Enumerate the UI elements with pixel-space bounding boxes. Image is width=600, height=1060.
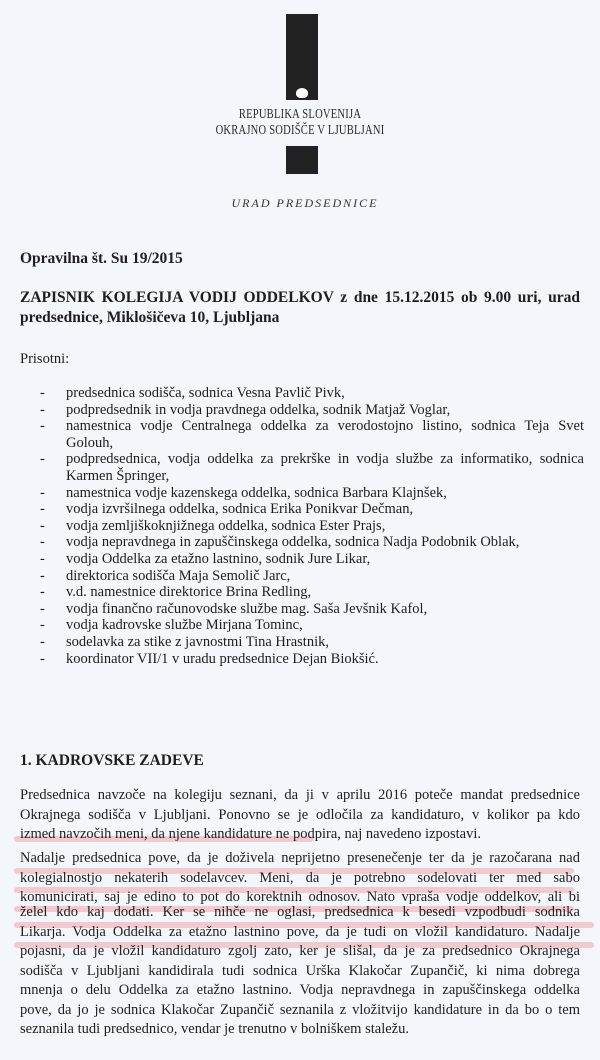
bullet-dash: - [40,550,45,567]
attendee-item [36,385,584,402]
attendee-text: vodja kadrovske službe Mirjana Tominc, [66,617,303,634]
text-line: kolegialnostjo nekaterih sodelavcev. Meni, da je potrebno sodelovati ter med sabo [20,869,580,886]
office-name: URAD PREDSEDNICE [231,196,379,210]
paragraph-mandate [20,786,580,845]
bullet-dash: - [40,385,45,401]
text-line: pojasni, da je vložil kandidaturo zgolj zato, ker je slišal, da je za predsednico Okrajnega [20,943,580,959]
text-line: Okrajnega sodišča v Ljubljani. Ponovno se je odločila za kandidaturo, v kolikor pa kdo [20,806,580,823]
attendee-text: namestnica vodje Centralnega oddelka za verodostojno listino, sodnica Teja Svet Golouh, [66,418,584,451]
document-title: ZAPISNIK KOLEGIJA VODIJ ODDELKOV z dne 15.12.2015 ob 9.00 uri, urad predsednice, Miklošičeva 10, Ljubljana [20,289,580,326]
bullet-dash: - [40,451,45,468]
bullet-dash: - [40,534,45,551]
bullet-dash: - [40,401,45,418]
attendee-text: namestnica vodje kazenskega oddelka, sodnica Barbara Klajnšek, [66,484,447,501]
bullet-dash: - [40,567,45,584]
coat-of-arms-icon [296,88,308,98]
attendee-text: vodja izvršilnega oddelka, sodnica Erika Ponikvar Dečman, [66,501,414,518]
text-line: izmed navzočih meni, da njene kandidature ne podpira, naj navedeno izpostavi. [20,826,482,842]
paragraph-collegiality [20,849,580,908]
attendee-text: podpredsednica, vodja oddelka za prekrške in vodja službe za informatiko, sodnica Karmen Špringer, [66,451,584,484]
attendee-text: predsednica sodišča, sodnica Vesna Pavlič Pivk, [66,385,345,401]
court-name-line-2: OKRAJNO SODIŠČE V LJUBLJANI [215,122,385,137]
court-name-line-1: REPUBLIKA SLOVENIJA [238,106,362,121]
attendee-item [36,418,584,451]
bullet-dash: - [40,584,45,601]
text-line: pove, da jo je sodnica Klakočar Zupančič seznanila z vložitvijo kandidature in da bo o tem [20,1001,580,1018]
attendee-text: vodja Oddelka za etažno lastnino, sodnik Jure Likar, [66,550,371,567]
attendee-item [36,451,584,484]
attendee-item [36,651,584,668]
attendee-text: direktorica sodišča Maja Semolič Jarc, [66,567,291,584]
text-line: Predsednica navzoče na kolegiju seznani, da ji v aprilu 2016 poteče mandat predsednice [20,787,580,803]
attendee-item [36,402,584,419]
text-line: seznanila tudi predsednico, vendar je trenutno v bolniškem staležu. [20,1021,409,1037]
bullet-dash: - [40,600,45,617]
text-line: komunicirati, saj je edino to pot do korektnih odnosov. Nato vpraša vodje oddelkov, ali bi [20,889,580,905]
attendee-item [36,518,584,535]
case-number: Opravilna št. Su 19/2015 [20,250,183,267]
attendees-list [36,385,584,667]
bullet-dash: - [40,418,45,435]
attendee-item [36,601,584,618]
attendee-item [36,534,584,551]
attendee-item [36,617,584,634]
attendees-label: Prisotni: [20,351,70,367]
section-heading: 1. KADROVSKE ZADEVE [20,752,204,769]
attendee-item [36,551,584,568]
attendee-text: v.d. namestnice direktorice Brina Redling, [66,584,312,601]
attendee-item [36,501,584,518]
attendee-text: koordinator VII/1 v uradu predsednice Dejan Biokšić. [66,650,379,667]
text-line: mnenja o delu Oddelka za etažno lastnino. Vodja nepravdnega in zapuščinskega oddelka [20,982,580,998]
text-line: sodišča v Ljubljani kandidirala tudi sodnica Urška Klakočar Zupančič, ki nima dobrega [20,962,580,979]
attendee-item [36,485,584,502]
text-line: Nadalje predsednica pove, da je doživela neprijetno presenečenje ter da je razočarana nad [20,850,580,866]
court-emblem-bar-bottom [286,146,318,174]
bullet-dash: - [40,484,45,501]
text-line: Likarja. Vodja Oddelka za etažno lastnino pove, da je tudi on vložil kandidaturo. Nadalje [20,923,580,940]
bullet-dash: - [40,633,45,650]
attendee-text: podpredsednik in vodja pravdnega oddelka, sodnik Matjaž Voglar, [66,401,451,418]
attendee-item [36,568,584,585]
attendee-text: vodja zemljiškoknjižnega oddelka, sodnica Ester Prajs, [66,517,386,534]
bullet-dash: - [40,650,45,667]
bullet-dash: - [40,501,45,518]
paragraph-candidacy [20,903,580,1040]
attendee-item [36,584,584,601]
attendee-item [36,634,584,651]
attendee-text: sodelavka za stike z javnostmi Tina Hrastnik, [66,633,329,650]
bullet-dash: - [40,617,45,634]
attendee-text: vodja nepravdnega in zapuščinskega oddelka, sodnica Nadja Podobnik Oblak, [66,534,520,551]
text-line: želel kdo kaj dodati. Ker se nihče ne oglasi, predsednica k besedi vzpodbudi sodnika [20,904,580,920]
bullet-dash: - [40,517,45,534]
attendee-text: vodja finančno računovodske službe mag. Saša Jevšnik Kafol, [66,600,428,617]
